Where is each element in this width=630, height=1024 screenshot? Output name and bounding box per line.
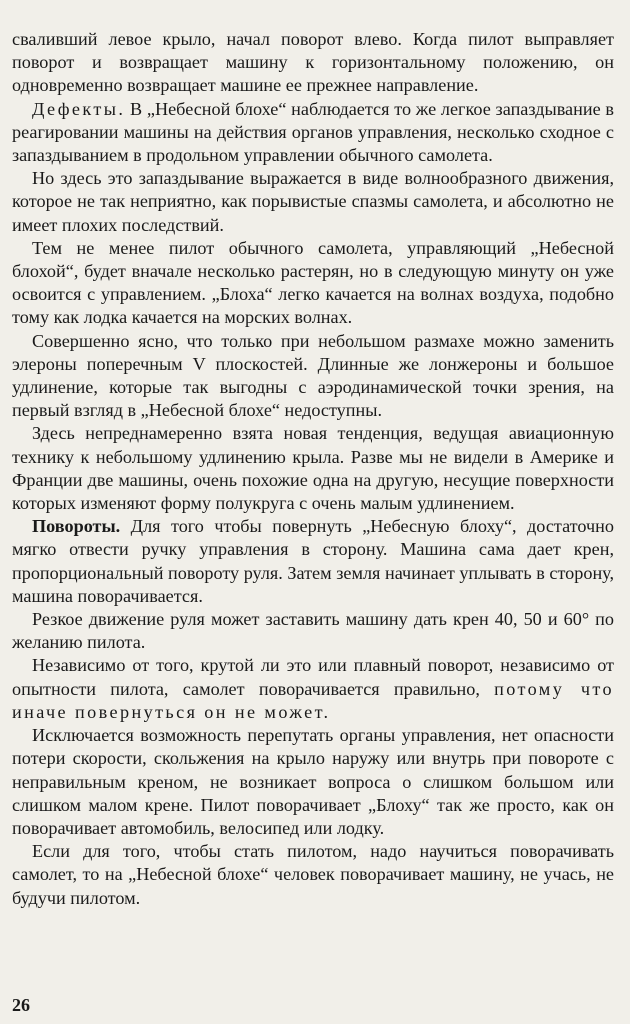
- paragraph-text: Для того чтобы повернуть „Небесную блоху“, достаточно мягко отвести ручку управления в сторону. Машина сама дает крен, пропорциональный повороту руля. Затем земля начинает уплывать в сторону, машина поворачивается.: [12, 516, 614, 606]
- paragraph-turns: [12, 515, 614, 608]
- paragraph-text: В „Небесной блохе“ наблюдается то же легкое запаздывание в реагировании машины на действия органов управления, несколько сходное с запаздыванием в продольном управлении обычного самолета.: [12, 98, 614, 166]
- paragraph-text: Исключается возможность перепутать органы управления, нет опасности потери скорости, скольжения на крыло наружу или внутрь при повороте с неправильным креном, не возникает вопроса о слишком большом или слишком малом крене. Пилот поворачивает „Блоху“ так же просто, как он поворачивает автомобиль, велосипед или лодку.: [12, 725, 614, 838]
- paragraph-defects: [12, 98, 614, 168]
- paragraph-text: сваливший левое крыло, начал поворот влево. Когда пилот выправляет поворот и возвращает машину к горизонтальному положению, он одновременно возвращает машине ее прежнее направление.: [12, 29, 614, 96]
- paragraph-text: Совершенно ясно, что только при небольшом размахе можно заменить элероны поперечным V плоскостей. Длинные же лонжероны и большое удлинение, которые так выгодны с аэродинамической точки зрения, на первый взгляд в „Небесной блохе“ недоступны.: [12, 330, 614, 421]
- paragraph-text: Здесь непреднамеренно взята новая тенденция, ведущая авиационную технику к небольшому удлинению крыла. Разве мы не видели в Америке и Франции две машины, очень похожие одна на другую, несущие поверхности которых изменяют форму полукруга с очень малым удлинением.: [12, 423, 614, 514]
- paragraph-text: Независимо от того, крутой ли это или плавный поворот, независимо от опытности пилота, самолет поворачивается правильно,: [12, 655, 614, 699]
- paragraph-text: Но здесь это запаздывание выражается в виде волнообразного движения, которое не так неприятно, как порывистые спазмы самолета, и абсолютно не имеет плохих последствий.: [12, 168, 614, 235]
- paragraph-8: [12, 608, 614, 654]
- paragraph-text: Резкое движение руля может заставить машину дать крен 40, 50 и 60° по желанию пилота.: [12, 609, 614, 653]
- section-heading-turns: Повороты.: [32, 516, 121, 537]
- paragraph-1: [12, 28, 614, 98]
- page-number: 26: [12, 995, 30, 1015]
- paragraph-11: [12, 840, 614, 910]
- paragraph-10: [12, 724, 614, 840]
- paragraph-text: Тем не менее пилот обычного самолета, управляющий „Небесной блохой“, будет вначале несколько растерян, но в следующую минуту он уже освоится с управлением. „Блоха“ легко качается на волнах воздуха, подобно тому как лодка качается на морских волнах.: [12, 237, 614, 328]
- section-heading-defects: Дефекты.: [32, 98, 126, 119]
- paragraph-9: [12, 654, 614, 724]
- paragraph-text: Если для того, чтобы стать пилотом, надо научиться поворачивать самолет, то на „Небесной блохе“ человек поворачивает машину, не учась, не будучи пилотом.: [12, 841, 614, 908]
- paragraph-6: [12, 422, 614, 515]
- spaced-emphasis: потому что иначе повернуться он не может.: [12, 678, 614, 722]
- paragraph-4: [12, 237, 614, 330]
- paragraph-5: [12, 330, 614, 423]
- paragraph-3: [12, 167, 614, 237]
